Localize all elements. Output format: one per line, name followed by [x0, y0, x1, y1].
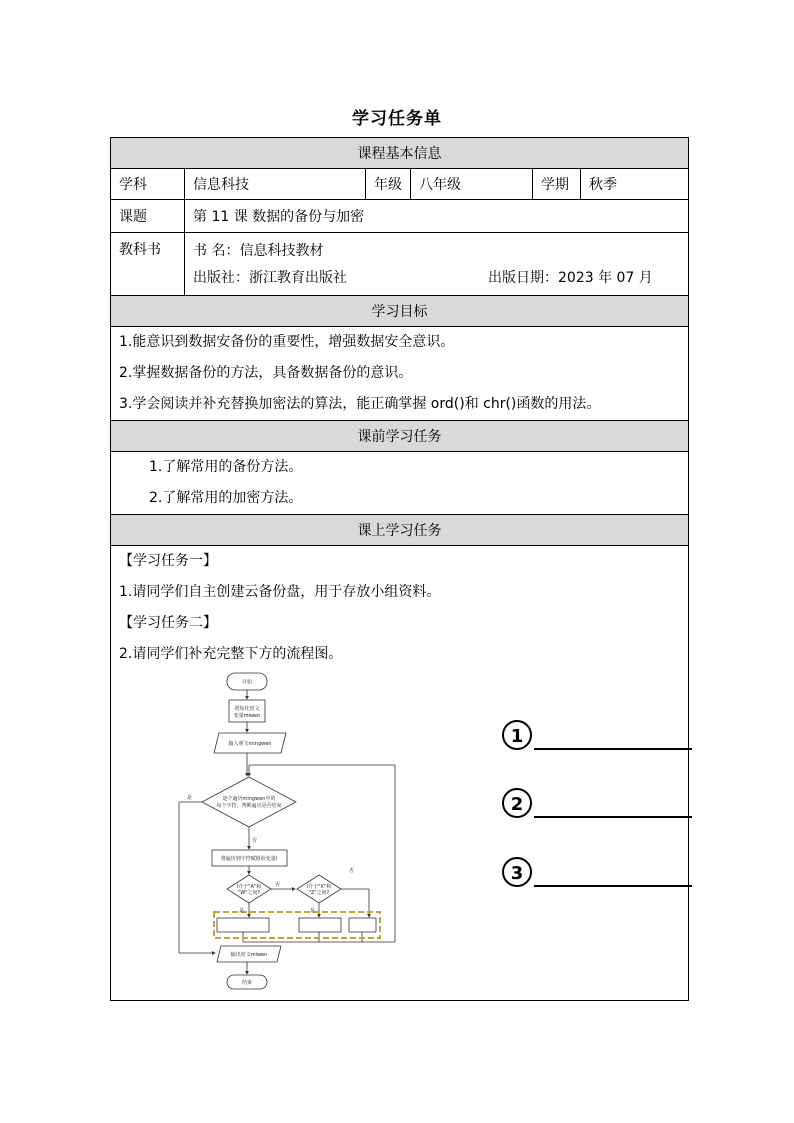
init-label-2: 变量miwen	[233, 713, 261, 719]
init-label-1: 初始化密文	[234, 706, 260, 712]
blank-box-1	[217, 918, 269, 932]
term-value: 秋季	[581, 169, 689, 200]
cond1-yes-label: 是	[239, 908, 245, 914]
loop-label-1: 逐个遍历mingwen中的	[222, 796, 276, 802]
cond2-yes-label: 是	[310, 908, 316, 914]
subject-label: 学科	[111, 169, 185, 200]
cond2-label-2: "Z"之间?	[308, 890, 330, 896]
loop-yes-label: 是	[187, 795, 193, 801]
circle-number-2: 2	[502, 788, 532, 818]
answer-line	[534, 748, 692, 750]
section-in-class: 课上学习任务	[111, 515, 689, 546]
goal-item: 1.能意识到数据安备份的重要性，增强数据安全意识。	[119, 334, 455, 350]
end-label: 结束	[241, 980, 253, 986]
cond1-label-1: l介于"A"和	[236, 884, 262, 890]
subject-value: 信息科技	[185, 169, 366, 200]
grade-value: 八年级	[411, 169, 533, 200]
topic-value: 第 11 课 数据的备份与加密	[185, 200, 689, 233]
cond1-label-2: "W"之间?	[237, 890, 261, 896]
task2-text: 2.请同学们补充完整下方的流程图。	[119, 646, 343, 662]
task2-title: 【学习任务二】	[119, 615, 217, 631]
publisher: 出版社：浙江教育出版社	[193, 270, 347, 286]
section-pre-class: 课前学习任务	[111, 421, 689, 452]
circle-number-1: 1	[502, 720, 532, 750]
blank-box-3	[349, 918, 376, 932]
blank-box-2	[299, 918, 341, 932]
answer-line	[534, 816, 692, 818]
textbook-label: 教科书	[111, 233, 185, 296]
doc-title: 学习任务单	[352, 109, 442, 129]
start-label: 开始	[241, 679, 253, 686]
flowchart-diagram	[169, 672, 409, 997]
in-class-content	[111, 546, 689, 1001]
assign-label: 将遍历到字符赋值给变量l	[220, 856, 278, 862]
loop-label-2: 每个字符，判断遍历是否结束	[216, 803, 282, 809]
cond2-no-label: 否	[349, 868, 355, 874]
output-label: 输出密文miwen	[230, 952, 268, 958]
pre-task-item: 2.了解常用的加密方法。	[149, 490, 303, 506]
pre-task-item: 1.了解常用的备份方法。	[149, 459, 303, 475]
answer-blank-2[interactable]	[502, 788, 692, 822]
goal-item: 2.掌握数据备份的方法，具备数据备份的意识。	[119, 365, 413, 381]
textbook-info	[185, 233, 689, 296]
loop-decision	[202, 777, 296, 827]
section-goals: 学习目标	[111, 296, 689, 327]
answer-blank-1[interactable]	[502, 720, 692, 754]
task1-text: 1.请同学们自主创建云备份盘，用于存放小组资料。	[119, 584, 441, 600]
term-label: 学期	[533, 169, 581, 200]
goal-item: 3.学会阅读并补充替换加密法的算法，能正确掌握 ord()和 chr()函数的用法。	[119, 396, 601, 412]
grade-label: 年级	[366, 169, 411, 200]
cond1-no-label: 否	[275, 882, 281, 888]
flowchart-area	[119, 670, 680, 1000]
answer-blank-3[interactable]	[502, 857, 692, 891]
pre-task-list	[111, 452, 689, 515]
task-sheet-table	[110, 137, 689, 1001]
cond2-label-1: l介于"X"和	[306, 884, 332, 890]
circle-number-3: 3	[502, 857, 532, 887]
task1-title: 【学习任务一】	[119, 553, 217, 569]
input-label: 输入明文mingwen	[228, 741, 272, 747]
publisher-row	[193, 266, 680, 292]
topic-label: 课题	[111, 200, 185, 233]
loop-no-label: 否	[252, 838, 258, 844]
goals-list	[111, 327, 689, 421]
answer-line	[534, 885, 692, 887]
section-basic-info: 课程基本信息	[111, 138, 689, 169]
publish-date: 出版日期：2023 年 07 月	[488, 270, 653, 286]
book-name: 书 名：信息科技教材	[193, 243, 324, 259]
